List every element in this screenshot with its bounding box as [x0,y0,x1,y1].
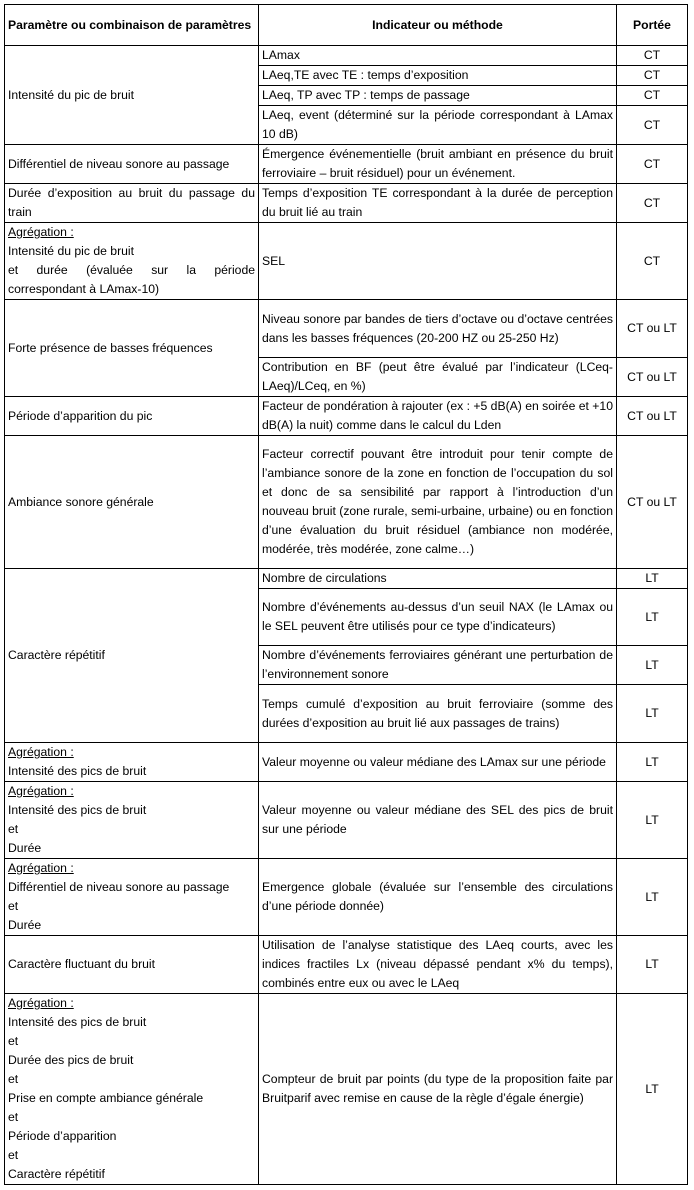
param-line: Intensité des pics de bruit [8,764,147,778]
param-line: Caractère fluctuant du bruit [8,957,156,971]
indicator-cell: Utilisation de l’analyse statistique des LAeq courts, avec les indices fractiles Lx (niveau dépassé pendant x% du temps), combinés entre eux ou avec le LAeq [259,936,617,994]
indicator-cell: Facteur correctif pouvant être introduit pour tenir compte de l’ambiance sonore de la zone en fonction de l’occupation du sol et donc de sa sensibilité par rapport à l’introduction d’un nouveau bruit (zone rurale, semi-urbaine, urbaine) ou en fonction d’une évaluation du bruit résiduel (ambiance non modérée, modérée, très modérée, zone calme…) [259,436,617,569]
param-line: Période d’apparition [8,1129,117,1143]
param-cell [5,184,259,223]
indicator-cell: Compteur de bruit par points (du type de la proposition faite par Bruitparif avec remise en cause de la règle d’égale énergie) [259,994,617,1185]
table-row [5,223,688,300]
param-cell [5,436,259,569]
param-line: et [8,899,19,913]
param-line: Caractère répétitif [8,648,105,662]
param-line: Durée des pics de bruit [8,1053,134,1067]
scope-cell: CT [617,106,688,145]
param-cell [5,397,259,436]
table-row [5,859,688,936]
param-line: et durée (évaluée sur la période correspondant à LAmax-10) [8,263,255,296]
indicator-cell: Nombre d’événements au-dessus d’un seuil NAX (le LAmax ou le SEL peuvent être utilisés pour ce type d’indicateurs) [259,589,617,646]
param-cell [5,936,259,994]
scope-cell: LT [617,569,688,589]
param-line: Durée d’exposition au bruit du passage du train [8,186,255,219]
aggregation-label: Agrégation : [8,225,74,239]
param-line: Ambiance sonore générale [8,494,154,509]
indicator-cell: LAeq, TP avec TP : temps de passage [259,86,617,106]
indicator-cell: Valeur moyenne ou valeur médiane des SEL des pics de bruit sur une période [259,782,617,859]
param-line: et [8,1034,19,1048]
scope-cell: CT ou LT [617,358,688,397]
table-row [5,397,688,436]
indicator-cell: Nombre d’événements ferroviaires générant une perturbation de l’environnement sonore [259,646,617,685]
indicator-cell: LAmax [259,46,617,66]
indicator-cell: Temps cumulé d’exposition au bruit ferroviaire (somme des durées d’exposition au bruit lié aux passages de trains) [259,685,617,743]
scope-cell: CT [617,184,688,223]
indicator-cell: Facteur de pondération à rajouter (ex : +5 dB(A) en soirée et +10 dB(A) la nuit) comme dans le calcul du Lden [259,397,617,436]
table-row [5,743,688,782]
param-line: Période d’apparition du pic [8,408,153,423]
param-line: et [8,822,19,836]
param-line: Intensité du pic de bruit [8,244,135,258]
scope-cell: CT ou LT [617,436,688,569]
indicator-table [4,4,688,1185]
header-indicator: Indicateur ou méthode [259,5,617,46]
param-line: et [8,1072,19,1086]
indicator-cell: SEL [259,223,617,300]
scope-cell: LT [617,589,688,646]
scope-cell: CT [617,86,688,106]
table-row [5,145,688,184]
scope-cell: CT [617,66,688,86]
table-row [5,994,688,1185]
indicator-cell: Emergence globale (évaluée sur l’ensemble des circulations d’une période donnée) [259,859,617,936]
scope-cell: CT [617,145,688,184]
param-cell [5,569,259,743]
param-cell [5,300,259,397]
param-line: Différentiel de niveau sonore au passage [8,880,230,894]
param-cell [5,223,259,300]
table-row [5,936,688,994]
indicator-cell: LAeq,TE avec TE : temps d’exposition [259,66,617,86]
param-cell [5,859,259,936]
param-line: Différentiel de niveau sonore au passage [8,156,230,171]
table-row [5,300,688,358]
param-line: Caractère répétitif [8,1167,105,1181]
aggregation-label: Agrégation : [8,861,74,875]
scope-cell: CT [617,46,688,66]
scope-cell: LT [617,646,688,685]
scope-cell: CT [617,223,688,300]
table-row [5,436,688,569]
scope-cell: CT ou LT [617,397,688,436]
scope-cell: LT [617,685,688,743]
header-row [5,5,688,46]
param-cell [5,145,259,184]
aggregation-label: Agrégation : [8,784,74,798]
indicator-cell: LAeq, event (déterminé sur la période correspondant à LAmax 10 dB) [259,106,617,145]
scope-cell: LT [617,743,688,782]
header-scope: Portée [617,5,688,46]
param-line: Intensité des pics de bruit [8,803,147,817]
param-line: Intensité des pics de bruit [8,1015,147,1029]
param-line: Forte présence de basses fréquences [8,340,213,355]
param-line: Prise en compte ambiance générale [8,1091,204,1105]
param-line: Intensité du pic de bruit [8,87,135,102]
table-row [5,569,688,589]
param-cell [5,46,259,145]
scope-cell: LT [617,994,688,1185]
table-row [5,782,688,859]
param-line: Durée [8,918,42,932]
table-row [5,46,688,66]
scope-cell: LT [617,936,688,994]
table-row [5,184,688,223]
param-line: et [8,1148,19,1162]
indicator-cell: Valeur moyenne ou valeur médiane des LAmax sur une période [259,743,617,782]
param-line: Durée [8,841,42,855]
param-line: et [8,1110,19,1124]
param-cell [5,782,259,859]
aggregation-label: Agrégation : [8,996,74,1010]
indicator-cell: Temps d’exposition TE correspondant à la durée de perception du bruit lié au train [259,184,617,223]
param-cell [5,994,259,1185]
indicator-cell: Nombre de circulations [259,569,617,589]
scope-cell: LT [617,859,688,936]
param-cell [5,743,259,782]
scope-cell: LT [617,782,688,859]
header-param: Paramètre ou combinaison de paramètres [5,5,259,46]
indicator-cell: Niveau sonore par bandes de tiers d’octave ou d’octave centrées dans les basses fréquences (20-200 HZ ou 25-250 Hz) [259,300,617,358]
aggregation-label: Agrégation : [8,745,74,759]
indicator-cell: Émergence événementielle (bruit ambiant en présence du bruit ferroviaire – bruit résiduel) pour un événement. [259,145,617,184]
indicator-cell: Contribution en BF (peut être évalué par l’indicateur (LCeq-LAeq)/LCeq, en %) [259,358,617,397]
scope-cell: CT ou LT [617,300,688,358]
